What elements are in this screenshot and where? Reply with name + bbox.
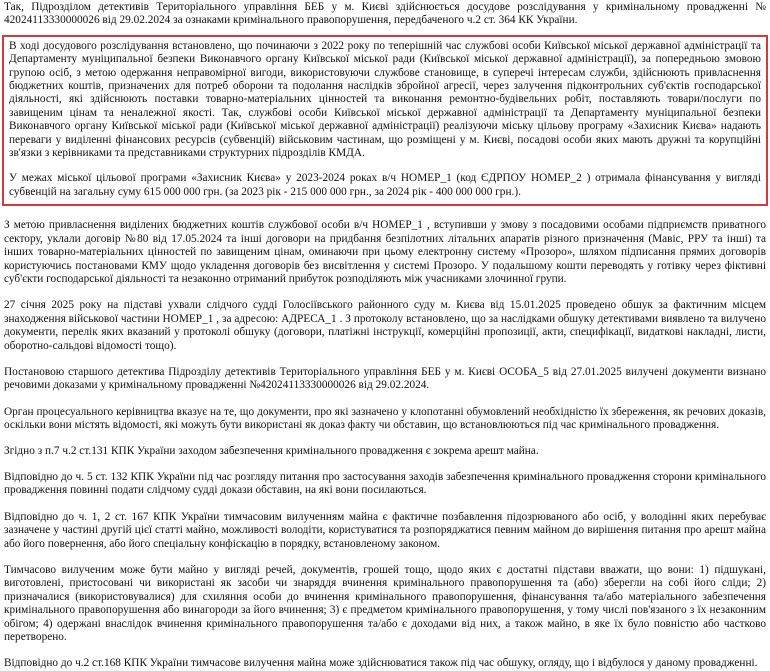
paragraph-prosecution-position: Орган процесуального керівництва вказує на те, що документи, про які зазначено у клопотанні обумовлений необхідністю їх збереження, як речових доказів, оскільки вони містять відомості, які можуть бути використані як доказ факту чи обставин, що встановлюються під час кримінального провадження. (4, 405, 766, 432)
paragraph-investigation-intro: Так, Підрозділом детективів Територіального управління БЕБ у м. Києві здійснюється досудове розслідування у кримінальному провадженні № 42024113330000026 від 29.02.2024 за ознаками кримінального правопорушення, передбаченого ч.2 ст. 364 КК України. (4, 1, 766, 27)
paragraph-search-conducted: 27 січня 2025 року на підставі ухвали слідчого судді Голосіївського районного суду м. Києва від 15.01.2025 проведено обшук за фактичним місцем знаходження військової частини НОМЕР_1 , за адресою: АДРЕСА_1 . З протоколу встановлено, що за наслідками обшуку детективами виявлено та вилучено документи, перелік яких вказаний у протоколі обшуку (договори, платіжні інструкції, комерційні пропозиції, акти, специфікації, видаткові накладні, листи, оборотно-сальдові відомості тощо). (4, 299, 766, 352)
paragraph-embezzlement-scheme: З метою привласнення виділених бюджетних коштів службової особи в/ч НОМЕР_1 , вступивши у змову з посадовими особами підприємств приватного сектору, уклали договір №80 від 17.05.2024 та інші договори на придбання безпілотних літальних апаратів різного призначення (Мавіс, РРУ та інші) та інших товарно-матеріальних цінностей по завищеним цінам, оминаючи при цьому електронну систему «Прозоро», шляхом підписання прямих договорів користуючись постановами КМУ щодо укладення договорів без висвітлення у системі Прозоро. У подальшому кошти переводять у готівку через фіктивні суб'єкти господарської діяльності та незаконно отриманий прибуток розподіляють між учасниками злочинної групи. (4, 219, 766, 285)
paragraph-evidence-resolution: Постановою старшого детектива Підрозділу детективів Територіального управління БЕБ у м. Києві ОСОБА_5 від 27.01.2025 вилучені документи визнано речовими доказами у кримінальному провадженні №42024113330000026 від 29.02.2024. (4, 365, 766, 392)
paragraph-article-131: Згідно з п.7 ч.2 ст.131 КПК України заходом забезпечення кримінального провадження є зокрема арешт майна. (4, 444, 539, 457)
court-ruling-document (0, 1, 770, 670)
paragraph-article-167-part2: Тимчасово вилученим може бути майно у вигляді речей, документів, грошей тощо, щодо яких є достатні підстави вважати, що вони: 1) підшукані, виготовлені, пристосовані чи використані як засоби чи знаряддя вчинення кримінального правопорушення та (або) зберегли на собі його сліди; 2) призначалися (використовувалися) для схиляння особи до вчинення кримінального правопорушення, фінансування та/або матеріального забезпечення кримінального правопорушення або винагороди за його вчинення; 3) є предметом кримінального правопорушення, у тому числі пов'язаного з їх незаконним обігом; 4) одержані внаслідок вчинення кримінального правопорушення та/або є доходами від них, а також майно, в яке їх було повністю або частково перетворено. (4, 564, 766, 644)
highlighted-excerpt-box (2, 35, 768, 206)
paragraph-program-funding: У межах міської цільової програми «Захисник Києва» у 2023-2024 роках в/ч НОМЕР_1 (код ЄДРПОУ НОМЕР_2 ) отримала фінансування у вигляді субвенцій на загальну суму 615 000 000 грн. (за 2023 рік - 215 000 000 грн., за 2024 рік - 400 000 000 грн.). (9, 172, 761, 198)
paragraph-article-132: Відповідно до ч. 5 ст. 132 КПК України під час розгляду питання про застосування заходів забезпечення кримінального провадження сторони кримінального провадження повинні подати слідчому судді докази обставин, на які вони посилаються. (4, 470, 766, 497)
paragraph-article-167-part1: Відповідно до ч. 1, 2 ст. 167 КПК України тимчасовим вилученням майна є фактичне позбавлення підозрюваного або осіб, у володінні яких перебуває зазначене у частині другій цієї статті майно, можливості володіти, користуватися та розпоряджатися певним майном до вирішення питання про арешт майна або його повернення, або його спеціальну конфіскацію в порядку, встановленому законом. (4, 510, 766, 550)
paragraph-established-facts: В ході досудового розслідування встановлено, що починаючи з 2022 року по теперішній час службові особи Київської міської державної адміністрації та Департаменту муніципальної безпеки Виконавчого органу Київської міської ради (Київської міської державної адміністрації), за попередньою змовою групою осіб, з метою одержання неправомірної вигоди, використовуючи службове становище, в суперечі інтересам служби, здійснюють привласнення бюджетних коштів, призначених для потреб оборони та подолання наслідків збройної агресії, через залучення підконтрольних суб'єктів господарської діяльності, які здійснюють поставки товарно-матеріальних цінностей та виконання ремонтно-будівельних робіт, поставляють товари/послуги по завищеним цінам та неналежної якості. Так, службові особи Київської міської державної адміністрації та Департаменту муніципальної безпеки Виконавчого органу Київської міської ради (Київської міської державної адміністрації) реалізуючи міську цільову програму «Захисник Києва» надають переваги у виділенні фінансових ресурсів (субвенцій) військовим частинам, що розміщені у м. Києві, посадові особи яких мають дружні та корупційні зв'язки з керівниками та представниками структурних підрозділів КМДА. (9, 39, 761, 160)
paragraph-article-168: Відповідно до ч.2 ст.168 КПК України тимчасове вилучення майна може здійснюватися також під час обшуку, огляду, що і відбулося у даному провадженні. (4, 657, 758, 670)
